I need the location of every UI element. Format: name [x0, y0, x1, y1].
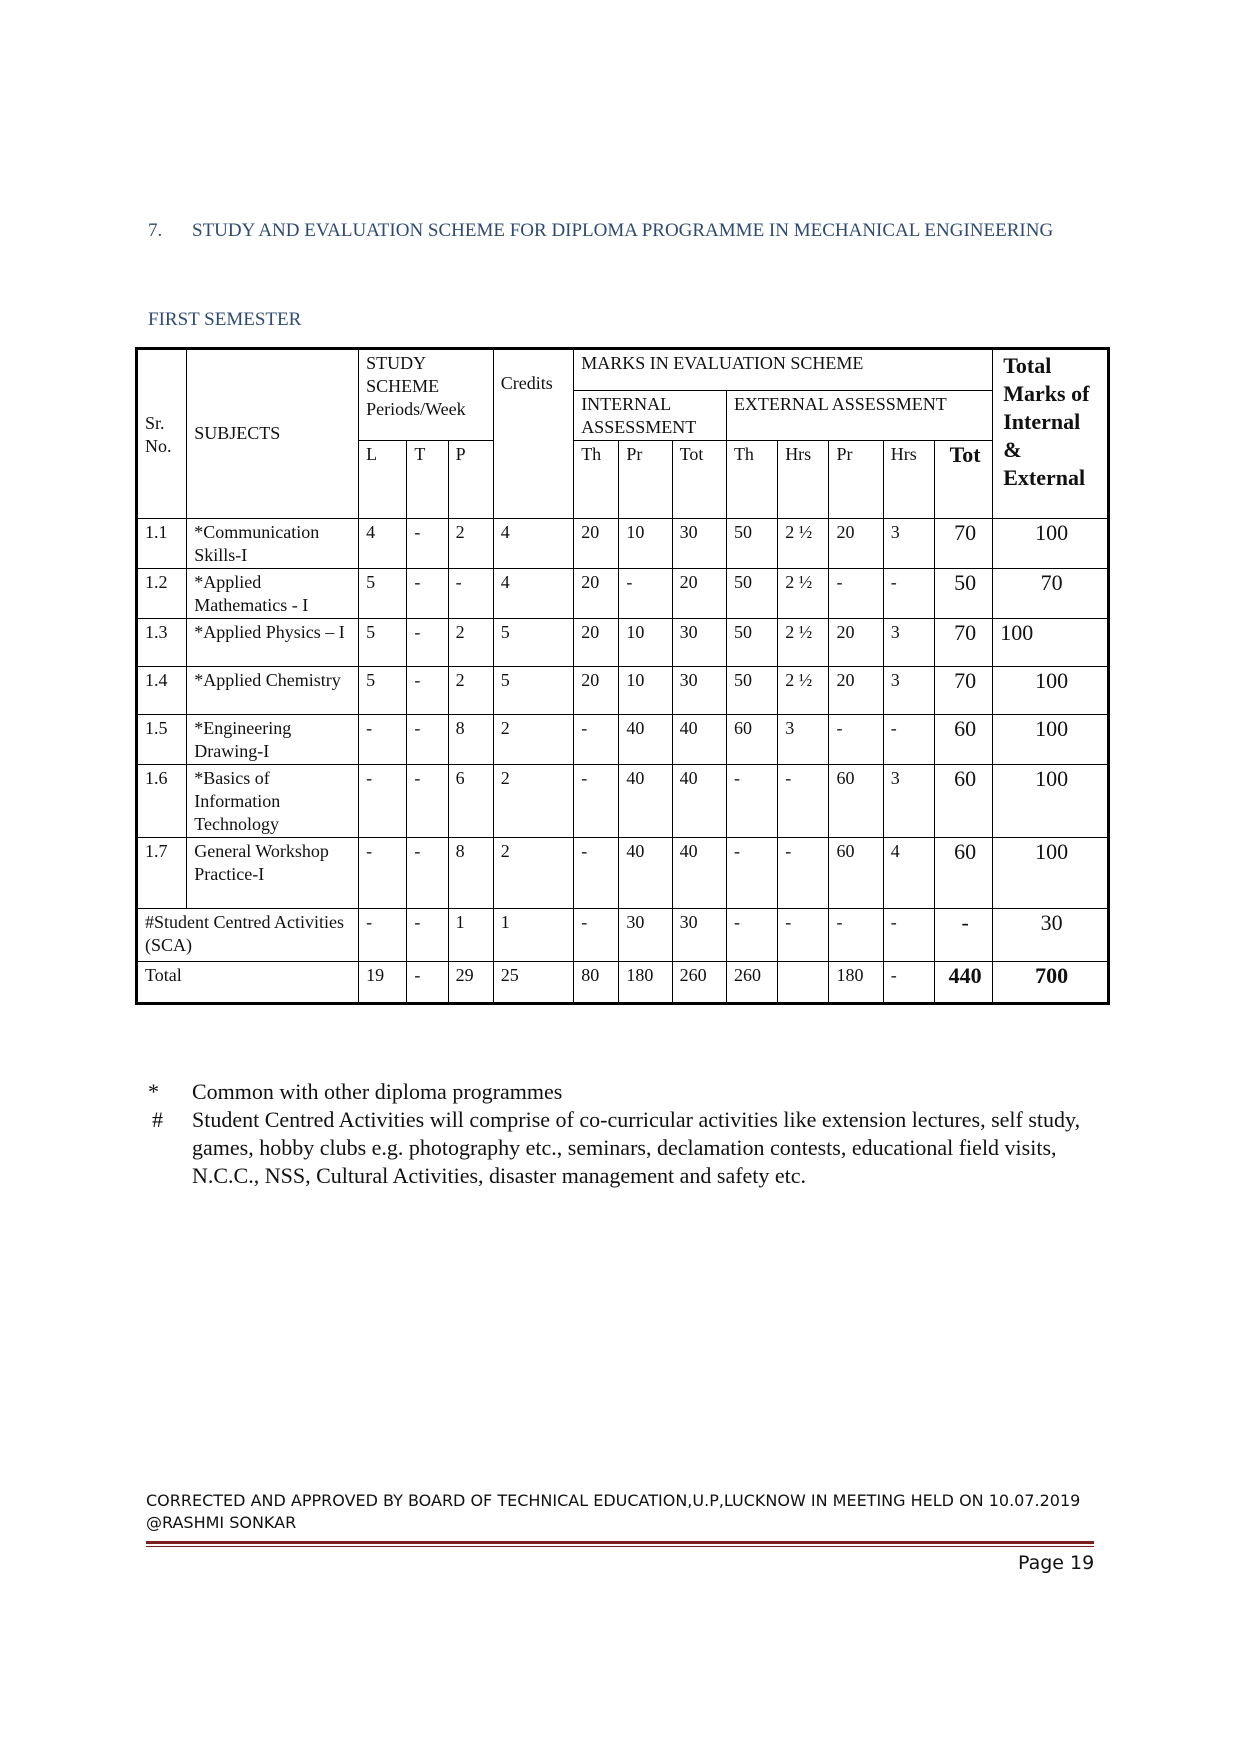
cell-sr: 1.5: [137, 715, 187, 765]
cell-sr: 1.6: [137, 765, 187, 838]
cell-ext-hrs: 2 ½: [778, 619, 829, 667]
cell-subject: General Workshop Practice-I: [187, 838, 359, 909]
cell-p: 8: [448, 715, 493, 765]
cell-int-tot: 30: [672, 667, 726, 715]
table-row: [137, 715, 1109, 765]
cell-ext-hrs2: 3: [883, 519, 934, 569]
cell-ext-th: -: [726, 838, 777, 909]
footnote-text: Student Centred Activities will comprise of co-curricular activities like extension lectures, self study, games, hobby clubs e.g. photography etc., seminars, declamation contests, educational field visits, N.C.C., NSS, Cultural Activities, disaster management and safety etc.: [192, 1107, 1081, 1188]
cell-sr: 1.2: [137, 569, 187, 619]
cell-int-th: 20: [574, 667, 619, 715]
header-ext-th: Th: [726, 441, 777, 519]
header-total-marks: Total Marks of Internal & External: [993, 349, 1109, 519]
cell-subject: *Engineering Drawing-I: [187, 715, 359, 765]
header-l: L: [359, 441, 407, 519]
footnote-symbol: *: [148, 1079, 159, 1104]
footnotes: [148, 1078, 1098, 1190]
cell-t: -: [407, 909, 448, 962]
cell-subject: *Applied Mathematics - I: [187, 569, 359, 619]
footer-rule-thin: [146, 1546, 1094, 1547]
cell-int-tot: 260: [672, 962, 726, 1004]
cell-credits: 4: [493, 519, 573, 569]
cell-credits: 25: [493, 962, 573, 1004]
cell-ext-pr: 20: [829, 519, 883, 569]
cell-ext-hrs: -: [778, 765, 829, 838]
header-int-th: Th: [574, 441, 619, 519]
cell-p: 2: [448, 519, 493, 569]
cell-ext-pr: 20: [829, 667, 883, 715]
table-row: [137, 519, 1109, 569]
cell-total: 100: [993, 715, 1109, 765]
cell-int-th: -: [574, 765, 619, 838]
cell-sr: 1.1: [137, 519, 187, 569]
table-row: [137, 569, 1109, 619]
cell-ext-tot: 70: [934, 667, 992, 715]
cell-ext-th: 50: [726, 619, 777, 667]
header-t: T: [407, 441, 448, 519]
cell-total: 100: [993, 838, 1109, 909]
cell-ext-th: 50: [726, 667, 777, 715]
cell-t: -: [407, 619, 448, 667]
cell-credits: 5: [493, 619, 573, 667]
cell-int-tot: 30: [672, 909, 726, 962]
cell-subject: *Applied Chemistry: [187, 667, 359, 715]
section-heading: [148, 220, 1053, 242]
cell-l: 5: [359, 667, 407, 715]
cell-int-pr: 30: [619, 909, 672, 962]
cell-p: 6: [448, 765, 493, 838]
cell-l: 5: [359, 619, 407, 667]
footer-rule: [146, 1541, 1094, 1544]
cell-int-tot: 40: [672, 715, 726, 765]
cell-ext-hrs: -: [778, 838, 829, 909]
cell-p: 29: [448, 962, 493, 1004]
header-ext-pr: Pr: [829, 441, 883, 519]
table-row: [137, 619, 1109, 667]
header-marks: MARKS IN EVALUATION SCHEME: [574, 349, 993, 391]
footnote-symbol: #: [152, 1107, 163, 1132]
footnote-sca: [148, 1106, 1098, 1190]
cell-int-pr: 40: [619, 838, 672, 909]
cell-int-tot: 40: [672, 838, 726, 909]
cell-int-pr: 40: [619, 765, 672, 838]
cell-total: 700: [993, 962, 1109, 1004]
header-ext-tot: Tot: [934, 441, 992, 519]
cell-ext-th: -: [726, 909, 777, 962]
footnote-text: Common with other diploma programmes: [192, 1079, 563, 1104]
cell-ext-th: 260: [726, 962, 777, 1004]
cell-int-th: 20: [574, 519, 619, 569]
cell-credits: 1: [493, 909, 573, 962]
cell-l: -: [359, 715, 407, 765]
cell-int-tot: 20: [672, 569, 726, 619]
cell-ext-pr: -: [829, 715, 883, 765]
cell-int-tot: 30: [672, 519, 726, 569]
cell-int-pr: 40: [619, 715, 672, 765]
cell-ext-tot: 60: [934, 715, 992, 765]
cell-ext-hrs: [778, 962, 829, 1004]
cell-int-th: 80: [574, 962, 619, 1004]
cell-ext-pr: -: [829, 909, 883, 962]
table-row: [137, 667, 1109, 715]
cell-ext-tot: 60: [934, 765, 992, 838]
cell-int-pr: 10: [619, 519, 672, 569]
cell-total: 100: [993, 765, 1109, 838]
cell-int-tot: 30: [672, 619, 726, 667]
header-int-pr: Pr: [619, 441, 672, 519]
cell-ext-hrs: 2 ½: [778, 569, 829, 619]
cell-int-pr: 180: [619, 962, 672, 1004]
cell-ext-hrs: 2 ½: [778, 519, 829, 569]
cell-subject: *Applied Physics – I: [187, 619, 359, 667]
cell-int-tot: 40: [672, 765, 726, 838]
cell-ext-tot: -: [934, 909, 992, 962]
cell-credits: 2: [493, 715, 573, 765]
section-number: 7.: [148, 220, 163, 241]
header-p: P: [448, 441, 493, 519]
cell-ext-hrs2: 3: [883, 619, 934, 667]
cell-ext-th: 50: [726, 519, 777, 569]
cell-l: 5: [359, 569, 407, 619]
evaluation-scheme-table: [135, 347, 1110, 1005]
cell-ext-tot: 50: [934, 569, 992, 619]
cell-p: 8: [448, 838, 493, 909]
cell-total: 100: [993, 619, 1109, 667]
cell-subject: *Communication Skills-I: [187, 519, 359, 569]
cell-ext-hrs2: 4: [883, 838, 934, 909]
header-internal: INTERNAL ASSESSMENT: [574, 391, 727, 441]
table-row-sca: [137, 909, 1109, 962]
cell-ext-pr: 60: [829, 765, 883, 838]
cell-ext-th: 50: [726, 569, 777, 619]
cell-l: -: [359, 765, 407, 838]
table-row: [137, 765, 1109, 838]
header-study-scheme: STUDY SCHEME Periods/Week: [359, 349, 494, 441]
cell-ext-pr: 20: [829, 619, 883, 667]
cell-ext-hrs: 2 ½: [778, 667, 829, 715]
header-int-tot: Tot: [672, 441, 726, 519]
cell-int-th: -: [574, 715, 619, 765]
cell-total: 100: [993, 667, 1109, 715]
cell-t: -: [407, 715, 448, 765]
cell-ext-pr: 60: [829, 838, 883, 909]
cell-ext-hrs2: -: [883, 715, 934, 765]
header-ext-hrs2: Hrs: [883, 441, 934, 519]
cell-int-th: -: [574, 909, 619, 962]
cell-int-th: -: [574, 838, 619, 909]
cell-total-label: Total: [137, 962, 359, 1004]
header-ext-hrs: Hrs: [778, 441, 829, 519]
cell-ext-tot: 60: [934, 838, 992, 909]
cell-t: -: [407, 765, 448, 838]
cell-credits: 4: [493, 569, 573, 619]
cell-t: -: [407, 667, 448, 715]
cell-l: 19: [359, 962, 407, 1004]
cell-int-pr: 10: [619, 619, 672, 667]
cell-ext-th: 60: [726, 715, 777, 765]
cell-p: 2: [448, 667, 493, 715]
cell-ext-tot: 440: [934, 962, 992, 1004]
cell-credits: 2: [493, 765, 573, 838]
cell-t: -: [407, 569, 448, 619]
cell-ext-hrs: 3: [778, 715, 829, 765]
cell-sr: 1.4: [137, 667, 187, 715]
cell-ext-hrs2: 3: [883, 667, 934, 715]
table-row-total: [137, 962, 1109, 1004]
page-number: Page 19: [1018, 1552, 1095, 1574]
cell-total: 70: [993, 569, 1109, 619]
cell-t: -: [407, 838, 448, 909]
cell-p: -: [448, 569, 493, 619]
cell-sr: 1.3: [137, 619, 187, 667]
footnote-common: [148, 1078, 1098, 1106]
cell-sca-label: #Student Centred Activities (SCA): [137, 909, 359, 962]
cell-credits: 2: [493, 838, 573, 909]
cell-p: 1: [448, 909, 493, 962]
cell-l: 4: [359, 519, 407, 569]
cell-ext-hrs2: 3: [883, 765, 934, 838]
cell-l: -: [359, 838, 407, 909]
cell-ext-tot: 70: [934, 519, 992, 569]
cell-total: 100: [993, 519, 1109, 569]
cell-int-pr: -: [619, 569, 672, 619]
section-title: STUDY AND EVALUATION SCHEME FOR DIPLOMA PROGRAMME IN MECHANICAL ENGINEERING: [192, 220, 1054, 241]
cell-ext-pr: -: [829, 569, 883, 619]
cell-l: -: [359, 909, 407, 962]
cell-int-pr: 10: [619, 667, 672, 715]
cell-ext-hrs2: -: [883, 909, 934, 962]
cell-t: -: [407, 519, 448, 569]
header-subjects: SUBJECTS: [187, 349, 359, 519]
cell-t: -: [407, 962, 448, 1004]
cell-ext-hrs2: -: [883, 962, 934, 1004]
table-row: [137, 838, 1109, 909]
header-external: EXTERNAL ASSESSMENT: [726, 391, 992, 441]
cell-ext-hrs: -: [778, 909, 829, 962]
header-credits: Credits: [493, 349, 573, 519]
approval-footer: CORRECTED AND APPROVED BY BOARD OF TECHNICAL EDUCATION,U.P,LUCKNOW IN MEETING HELD ON 10.07.2019 @RASHMI SONKAR: [146, 1491, 1081, 1532]
semester-heading: FIRST SEMESTER: [148, 309, 302, 330]
header-sr-no: Sr. No.: [137, 349, 187, 519]
cell-ext-hrs2: -: [883, 569, 934, 619]
cell-int-th: 20: [574, 619, 619, 667]
cell-p: 2: [448, 619, 493, 667]
cell-subject: *Basics of Information Technology: [187, 765, 359, 838]
cell-ext-pr: 180: [829, 962, 883, 1004]
cell-total: 30: [993, 909, 1109, 962]
cell-ext-tot: 70: [934, 619, 992, 667]
cell-credits: 5: [493, 667, 573, 715]
cell-ext-th: -: [726, 765, 777, 838]
cell-int-th: 20: [574, 569, 619, 619]
cell-sr: 1.7: [137, 838, 187, 909]
